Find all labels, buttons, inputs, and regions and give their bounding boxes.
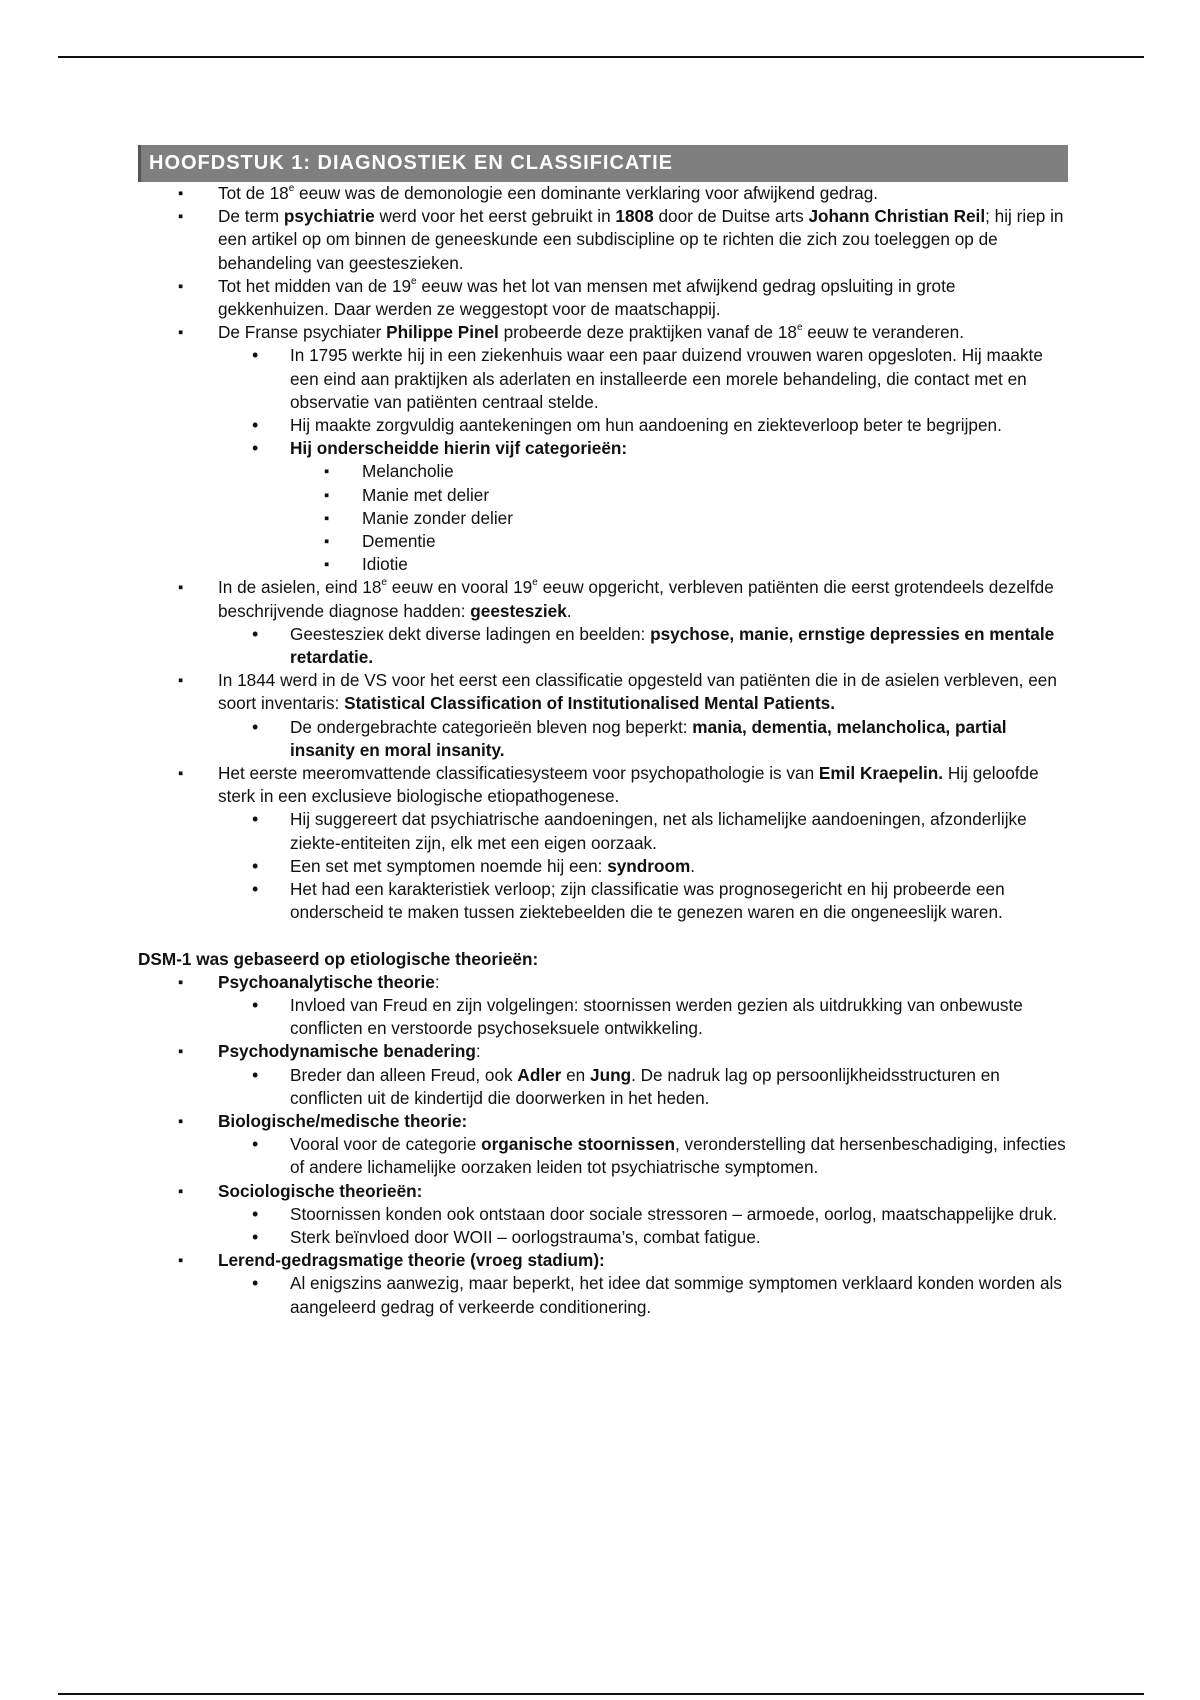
sub-list [218, 1133, 1068, 1179]
category-list [290, 460, 1068, 576]
list-item: ▪ Dementie [290, 530, 1068, 553]
dsm-heading: DSM-1 was gebaseerd op etiologische theorieën: [138, 948, 539, 969]
list-item: • Een set met symptomen noemde hij een: syndroom. [218, 855, 1068, 878]
document-body [138, 145, 1068, 1319]
list-item: • Hij maakte zorgvuldig aantekeningen om hun aandoening en ziekteverloop beter te begrijpen. [218, 414, 1068, 437]
sub-list [218, 623, 1068, 669]
dsm-list [138, 971, 1068, 1319]
list-item: ▪ Melancholie [290, 460, 1068, 483]
top-rule [58, 56, 1144, 58]
sub-list [218, 1064, 1068, 1110]
bottom-rule [58, 1693, 1144, 1695]
list-item: ▪ Het eerste meeromvattende classificatiesysteem voor psychopathologie is van Emil Kraepelin. Hij geloofde sterk in een exclusieve biologische etiopathogenese. • Hij suggereert dat psychiatrische aandoeningen, net als lichamelijke aandoeningen, afzonderlijke ziekte-entiteiten zijn, elk met een eigen oorzaak. • Een set met symptomen noemde hij een: syndroom. • Het had een karakteristiek verloop; zijn classificatie was prognosegericht en hij probeerde een onderscheid te maken tussen ziektebeelden die te genezen waren en die ongeneeslijk waren. [138, 762, 1068, 924]
list-item: • Al enigszins aanwezig, maar beperkt, het idee dat sommige symptomen verklaard konden worden als aangeleerd gedrag of verkeerde conditionering. [218, 1272, 1068, 1318]
list-item: • Het had een karakteristiek verloop; zijn classificatie was prognosegericht en hij probeerde een onderscheid te maken tussen ziektebeelden die te genezen waren en die ongeneeslijk waren. [218, 878, 1068, 924]
list-item: ▪ In 1844 werd in de VS voor het eerst een classificatie opgesteld van patiënten die in de asielen verbleven, een soort inventaris: Statistical Classification of Institutionalised Mental Patients. • De ondergebrachte categorieën bleven nog beperkt: mania, dementia, melancholica, partial insanity en moral insanity. [138, 669, 1068, 762]
sub-list [218, 994, 1068, 1040]
list-item: • Vooral voor de categorie organische stoornissen, veronderstelling dat hersenbeschadiging, infecties of andere lichamelijke oorzaken leiden tot psychiatrische symptomen. [218, 1133, 1068, 1179]
sub-list [218, 808, 1068, 924]
spacer [138, 925, 1068, 948]
list-item: ▪ Biologische/medische theorie: • Vooral voor de categorie organische stoornissen, veronderstelling dat hersenbeschadiging, infecties of andere lichamelijke oorzaken leiden tot psychiatrische symptomen. [138, 1110, 1068, 1180]
list-item: ▪ Psychodynamische benadering: • Breder dan alleen Freud, ook Adler en Jung. De nadruk lag op persoonlijkheidsstructuren en conflicten uit de kindertijd die doorwerken in het heden. [138, 1040, 1068, 1110]
list-item: ▪ Manie zonder delier [290, 507, 1068, 530]
list-item: ▪ Idiotie [290, 553, 1068, 576]
sub-list [218, 1272, 1068, 1318]
intro-list [138, 182, 1068, 925]
list-item: • Hij onderscheidde hierin vijf categorieën: ▪ Melancholie ▪ Manie met delier ▪ Manie zonder delier ▪ Dementie ▪ Idiotie [218, 437, 1068, 576]
list-item: ▪ Tot de 18e eeuw was de demonologie een dominante verklaring voor afwijkend gedrag. [138, 182, 1068, 205]
list-item: • Hij suggereert dat psychiatrische aandoeningen, net als lichamelijke aandoeningen, afzonderlijke ziekte-entiteiten zijn, elk met een eigen oorzaak. [218, 808, 1068, 854]
list-item: ▪ Tot het midden van de 19e eeuw was het lot van mensen met afwijkend gedrag opsluiting in grote gekkenhuizen. Daar werden ze weggestopt voor de maatschappij. [138, 275, 1068, 321]
chapter-heading: HOOFDSTUK 1: DIAGNOSTIEK EN CLASSIFICATIE [138, 145, 1068, 182]
list-item: • De ondergebrachte categorieën bleven nog beperkt: mania, dementia, melancholica, partial insanity en moral insanity. [218, 716, 1068, 762]
list-item: • Geesteszieк dekt diverse ladingen en beelden: psychose, manie, ernstige depressies en mentale retardatie. [218, 623, 1068, 669]
sub-list [218, 1203, 1068, 1249]
list-item: • In 1795 werkte hij in een ziekenhuis waar een paar duizend vrouwen waren opgesloten. Hij maakte een eind aan praktijken als aderlaten en installeerde een morele behandeling, die contact met en observatie van patiënten centraal stelde. [218, 344, 1068, 414]
list-item: ▪ Manie met delier [290, 484, 1068, 507]
list-item: ▪ Lerend-gedragsmatige theorie (vroeg stadium): • Al enigszins aanwezig, maar beperkt, het idee dat sommige symptomen verklaard konden worden als aangeleerd gedrag of verkeerde conditionering. [138, 1249, 1068, 1319]
sub-list [218, 716, 1068, 762]
list-item: ▪ Psychoanalytische theorie: • Invloed van Freud en zijn volgelingen: stoornissen werden gezien als uitdrukking van onbewuste conflicten en verstoorde psychoseksuele ontwikkeling. [138, 971, 1068, 1041]
list-item: • Invloed van Freud en zijn volgelingen: stoornissen werden gezien als uitdrukking van onbewuste conflicten en verstoorde psychoseksuele ontwikkeling. [218, 994, 1068, 1040]
list-item: ▪ Sociologische theorieën: • Stoornissen konden ook ontstaan door sociale stressoren – armoede, oorlog, maatschappelijke druk. • Sterk beïnvloed door WOII – oorlogstrauma’s, combat fatigue. [138, 1180, 1068, 1250]
list-item: ▪ In de asielen, eind 18e eeuw en vooral 19e eeuw opgericht, verbleven patiënten die eerst grotendeels dezelfde beschrijvende diagnose hadden: geestesziek. • Geesteszieк dekt diverse ladingen en beelden: psychose, manie, ernstige depressies en mentale retardatie. [138, 576, 1068, 669]
list-item: ▪ De term psychiatrie werd voor het eerst gebruikt in 1808 door de Duitse arts Johann Christian Reil; hij riep in een artikel op om binnen de geneeskunde een subdiscipline op te richten die zich zou toeleggen op de behandeling van geesteszieken. [138, 205, 1068, 275]
list-item: ▪ De Franse psychiater Philippe Pinel probeerde deze praktijken vanaf de 18e eeuw te veranderen. • In 1795 werkte hij in een ziekenhuis waar een paar duizend vrouwen waren opgesloten. Hij maakte een eind aan praktijken als aderlaten en installeerde een morele behandeling, die contact met en observatie van patiënten centraal stelde. • Hij maakte zorgvuldig aantekeningen om hun aandoening en ziekteverloop beter te begrijpen. • Hij onderscheidde hierin vijf categorieën: ▪ Melancholie ▪ Manie met delier ▪ Manie zonder delier ▪ Dementie ▪ Idiotie [138, 321, 1068, 576]
list-item: • Stoornissen konden ook ontstaan door sociale stressoren – armoede, oorlog, maatschappelijke druk. [218, 1203, 1068, 1226]
list-item: • Breder dan alleen Freud, ook Adler en Jung. De nadruk lag op persoonlijkheidsstructuren en conflicten uit de kindertijd die doorwerken in het heden. [218, 1064, 1068, 1110]
list-item: • Sterk beïnvloed door WOII – oorlogstrauma’s, combat fatigue. [218, 1226, 1068, 1249]
sub-list [218, 344, 1068, 576]
